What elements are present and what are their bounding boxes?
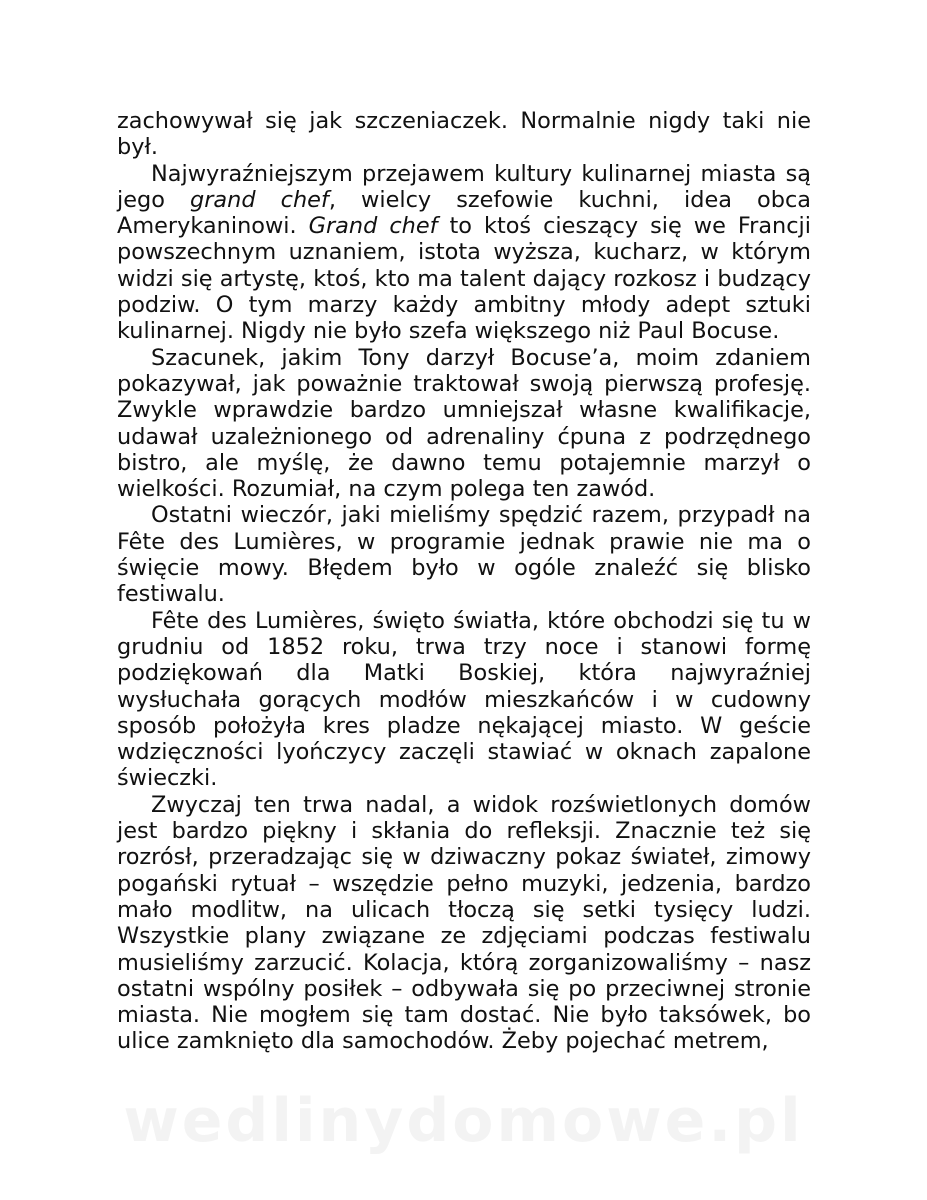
text-run: zachowywał się jak szczeniaczek. Normalnie nigdy taki nie był. (117, 108, 811, 161)
text-run: Zwyczaj ten trwa nadal, a widok rozświetlonych domów jest bardzo piękny i skłania do refleksji. Znacznie też się rozrósł, przeradzając się w dziwaczny pokaz świateł, zimowy pogański rytuał – wszędzie pełno muzyki, jedzenia, bardzo mało modlitw, na ulicach tłoczą się setki tysięcy ludzi. Wszystkie plany związane ze zdjęciami podczas festiwalu musieliśmy zarzucić. Kolacja, którą zorganizowaliśmy – nasz ostatni wspólny posiłek – odbywała się po przeciwnej stronie miasta. Nie mogłem się tam dostać. Nie było taksówek, bo ulice zamknięto dla samochodów. Żeby pojechać metrem, (117, 791, 811, 1055)
page-text (117, 108, 811, 1055)
text-run: , wielcy szefowie kuchni, idea obca Amerykaninowi. (117, 186, 811, 240)
paragraph (117, 608, 811, 792)
text-run: Szacunek, jakim Tony darzył Bocuse’a, moim zdaniem pokazywał, jak poważnie traktował swoją pierwszą profesję. Zwykle wprawdzie bardzo umniejszał własne kwalifikacje, udawał uzależnionego od adrenaliny ćpuna z podrzędnego bistro, ale myślę, że dawno temu potajemnie marzył o wielkości. Rozumiał, na czym polega ten zawód. (117, 344, 811, 503)
paragraph (117, 502, 811, 607)
watermark: wedlinydomowe.pl (123, 1086, 804, 1156)
text-run: Fête des Lumières, święto światła, które obchodzi się tu w grudniu od 1852 roku, trwa trzy noce i stanowi formę podziękowań dla Matki Boskiej, która najwyraźniej wysłuchała gorących modłów mieszkańców i w cudowny sposób położyła kres pladze nękającej miasto. W geście wdzięczności lyończycy zaczęli stawiać w oknach zapalone świeczki. (117, 607, 811, 792)
paragraph (117, 792, 811, 1055)
paragraph (117, 161, 811, 345)
paragraph (117, 345, 811, 503)
text-run: Ostatni wieczór, jaki mieliśmy spędzić razem, przypadł na Fête des Lumières, w programie jednak prawie nie ma o święcie mowy. Błędem było w ogóle znaleźć się blisko festiwalu. (117, 502, 811, 608)
text-run: to ktoś cieszący się we Francji powszechnym uznaniem, istota wyższa, kucharz, w którym widzi się artystę, ktoś, kto ma talent dający rozkosz i budzący podziw. O tym marzy każdy ambitny młody adept sztuki kulinarnej. Nigdy nie było szefa większego niż Paul Bocuse. (117, 213, 811, 345)
paragraph (117, 108, 811, 161)
text-run: Najwyraźniejszym przejawem kultury kulinarnej miasta są jego (117, 160, 811, 213)
italic-run: Grand chef (308, 213, 438, 240)
italic-run: grand chef (190, 186, 329, 213)
